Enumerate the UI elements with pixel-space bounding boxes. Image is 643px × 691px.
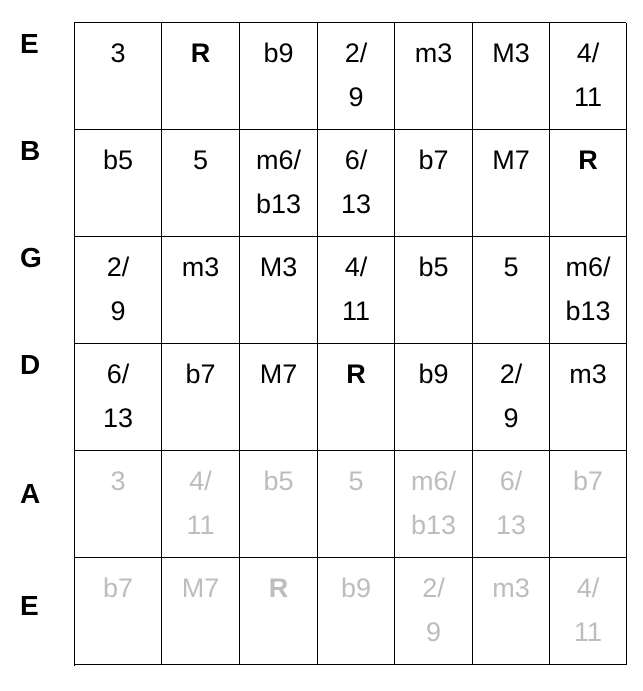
interval-cell: 4/ 11 bbox=[550, 558, 627, 665]
interval-cell: 6/ 13 bbox=[318, 130, 395, 237]
interval-cell: m3 bbox=[473, 558, 550, 665]
interval-cell: b9 bbox=[318, 558, 395, 665]
interval-cell: b7 bbox=[75, 558, 162, 665]
interval-cell: 4/ 11 bbox=[318, 237, 395, 344]
interval-cell: 2/ 9 bbox=[75, 237, 162, 344]
interval-cell: M3 bbox=[473, 23, 550, 130]
interval-cell: m6/ b13 bbox=[240, 130, 318, 237]
interval-cell: M7 bbox=[162, 558, 240, 665]
string-label-low-e: E bbox=[20, 590, 39, 621]
interval-cell: b9 bbox=[395, 344, 473, 451]
interval-cell: 2/ 9 bbox=[318, 23, 395, 130]
interval-cell: 4/ 11 bbox=[162, 451, 240, 558]
interval-cell: b5 bbox=[75, 130, 162, 237]
interval-cell: b9 bbox=[240, 23, 318, 130]
interval-cell: 6/ 13 bbox=[75, 344, 162, 451]
interval-cell: 2/ 9 bbox=[473, 344, 550, 451]
interval-cell: m3 bbox=[550, 344, 627, 451]
string-label-b: B bbox=[20, 135, 41, 166]
interval-cell: 5 bbox=[318, 451, 395, 558]
interval-cell: b5 bbox=[395, 237, 473, 344]
interval-cell: M3 bbox=[240, 237, 318, 344]
interval-cell: m3 bbox=[162, 237, 240, 344]
interval-cell: 6/ 13 bbox=[473, 451, 550, 558]
interval-cell: 5 bbox=[162, 130, 240, 237]
interval-cell: b7 bbox=[395, 130, 473, 237]
interval-cell: b7 bbox=[550, 451, 627, 558]
interval-grid bbox=[74, 22, 626, 666]
interval-cell: 5 bbox=[473, 237, 550, 344]
string-label-d: D bbox=[20, 349, 41, 380]
root-cell: R bbox=[240, 558, 318, 665]
interval-cell: M7 bbox=[473, 130, 550, 237]
string-label-high-e: E bbox=[20, 28, 39, 59]
interval-cell: m6/ b13 bbox=[395, 451, 473, 558]
interval-cell: m3 bbox=[395, 23, 473, 130]
interval-cell: 3 bbox=[75, 23, 162, 130]
interval-cell: 3 bbox=[75, 451, 162, 558]
string-label-g: G bbox=[20, 242, 42, 273]
interval-cell: m6/ b13 bbox=[550, 237, 627, 344]
root-cell: R bbox=[550, 130, 627, 237]
interval-cell: M7 bbox=[240, 344, 318, 451]
root-cell: R bbox=[162, 23, 240, 130]
string-label-a: A bbox=[20, 478, 41, 509]
interval-cell: 2/ 9 bbox=[395, 558, 473, 665]
interval-cell: b7 bbox=[162, 344, 240, 451]
root-cell: R bbox=[318, 344, 395, 451]
interval-cell: 4/ 11 bbox=[550, 23, 627, 130]
interval-cell: b5 bbox=[240, 451, 318, 558]
